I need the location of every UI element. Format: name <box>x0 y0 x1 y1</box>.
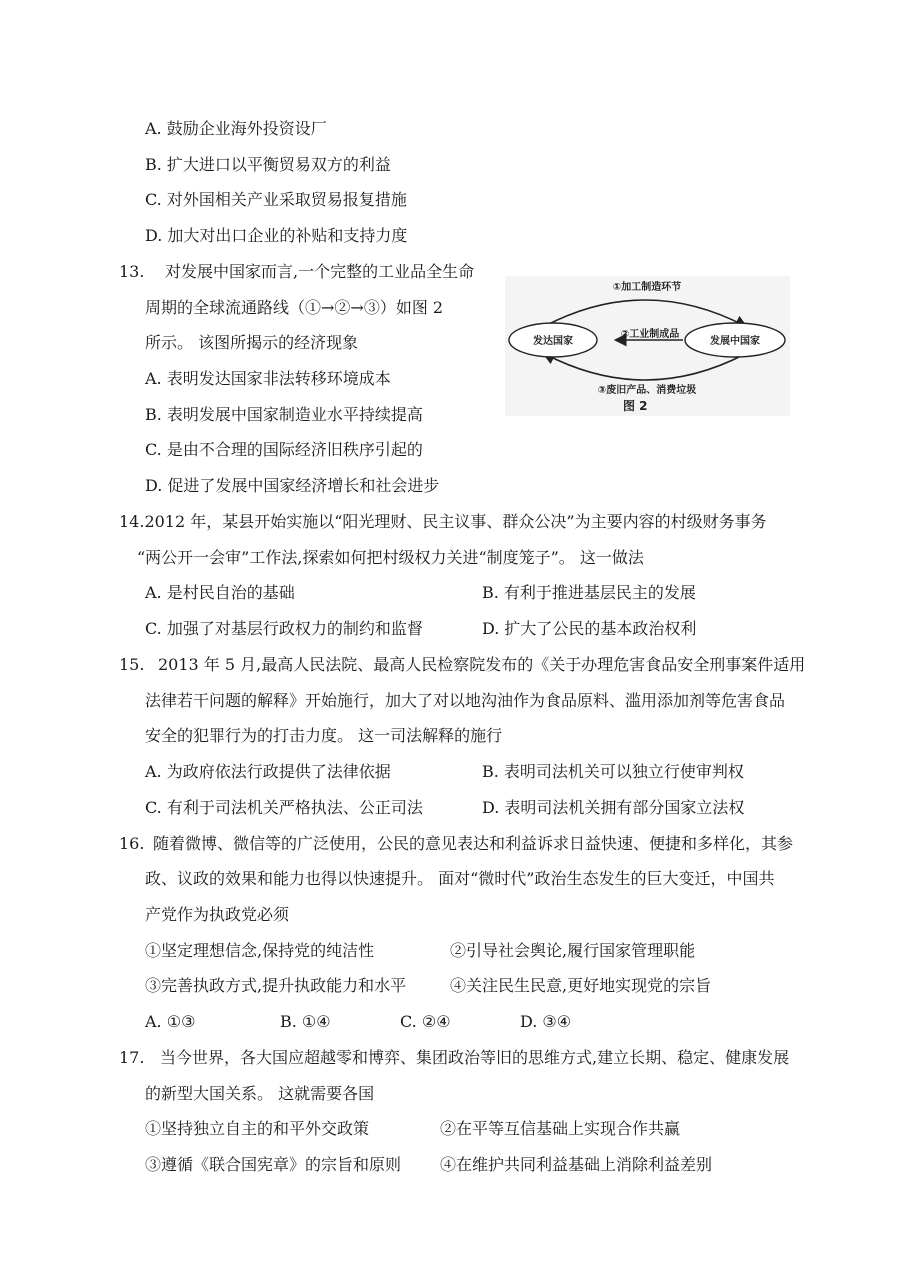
q16-stem-line3: 产党作为执政党必须 <box>145 905 290 924</box>
q15-stem-line2: 法律若干问题的解释》开始施行，加大了对以地沟油作为食品原料、滥用添加剂等危害食品 <box>145 691 786 710</box>
arrow-1-label: ①加工制造环节 <box>612 282 682 293</box>
q13-option-d: D. 促进了发展中国家经济增长和社会进步 <box>145 476 440 495</box>
q16-stem-line1: 随着微博、微信等的广泛使用，公民的意见表达和利益诉求日益快速、便捷和多样化，其参 <box>153 834 794 853</box>
q15-option-a: A. 为政府依法行政提供了法律依据 <box>145 762 391 781</box>
figure-caption: 图 2 <box>623 399 648 413</box>
prev-option-c: C. 对外国相关产业采取贸易报复措施 <box>145 190 407 209</box>
q16-number: 16. <box>119 834 145 853</box>
q17-item-1: ①坚持独立自主的和平外交政策 <box>145 1119 370 1138</box>
q16-option-b: B. ①④ <box>280 1012 331 1031</box>
q14-stem-line1: 14.2012 年，某县开始实施以“阳光理财、民主议事、群众公决”为主要内容的村级财务事务 <box>119 512 767 531</box>
q15-stem-line3: 安全的犯罪行为的打击力度。 这一司法解释的施行 <box>145 726 503 745</box>
q14-option-c: C. 加强了对基层行政权力的制约和监督 <box>145 619 423 638</box>
figure-2 <box>505 276 790 416</box>
prev-option-d: D. 加大对出口企业的补贴和支持力度 <box>145 226 408 245</box>
q13-option-b: B. 表明发展中国家制造业水平持续提高 <box>145 405 423 424</box>
q16-item-3: ③完善执政方式,提升执政能力和水平 <box>145 976 407 995</box>
q13-option-a: A. 表明发达国家非法转移环境成本 <box>145 369 391 388</box>
arrow-2-label: ②工业制成品 <box>620 329 680 340</box>
q13-stem-line1: 对发展中国家而言,一个完整的工业品全生命 <box>165 262 475 281</box>
prev-option-a: A. 鼓励企业海外投资设厂 <box>145 119 327 138</box>
q16-item-2: ②引导社会舆论,履行国家管理职能 <box>450 941 696 960</box>
q15-option-c: C. 有利于司法机关严格执法、公正司法 <box>145 798 423 817</box>
q16-option-c: C. ②④ <box>400 1012 451 1031</box>
q16-option-d: D. ③④ <box>520 1012 572 1031</box>
q14-option-a: A. 是村民自治的基础 <box>145 583 295 602</box>
q15-number: 15. <box>119 655 145 674</box>
q14-option-b: B. 有利于推进基层民主的发展 <box>482 583 696 602</box>
q13-number: 13. <box>119 262 145 281</box>
q13-option-c: C. 是由不合理的国际经济旧秩序引起的 <box>145 440 423 459</box>
q14-option-d: D. 扩大了公民的基本政治权利 <box>482 619 697 638</box>
q17-item-3: ③遵循《联合国宪章》的宗旨和原则 <box>145 1155 402 1174</box>
q17-stem-line1: 当今世界，各大国应超越零和博弈、集团政治等旧的思维方式,建立长期、稳定、健康发展 <box>160 1048 790 1067</box>
q13-stem-line2: 周期的全球流通路线（①→②→③）如图 2 <box>145 298 444 317</box>
q17-number: 17. <box>119 1048 145 1067</box>
q13-stem-line3: 所示。 该图所揭示的经济现象 <box>145 333 359 352</box>
q15-stem-line1: 2013 年 5 月,最高人民法院、最高人民检察院发布的《关于办理危害食品安全刑事案件适用 <box>158 655 806 674</box>
flow-diagram <box>505 276 790 416</box>
prev-option-b: B. 扩大进口以平衡贸易双方的利益 <box>145 155 391 174</box>
q16-item-4: ④关注民生民意,更好地实现党的宗旨 <box>450 976 712 995</box>
q17-stem-line2: 的新型大国关系。 这就需要各国 <box>145 1084 375 1103</box>
arrow-3-label: ③废旧产品、消费垃圾 <box>597 385 697 396</box>
node-developing-label: 发展中国家 <box>710 336 760 347</box>
q17-item-4: ④在维护共同利益基础上消除利益差别 <box>440 1155 713 1174</box>
q16-item-1: ①坚定理想信念,保持党的纯洁性 <box>145 941 375 960</box>
q15-option-b: B. 表明司法机关可以独立行使审判权 <box>482 762 744 781</box>
q14-stem-line2: “两公开一会审”工作法,探索如何把村级权力关进“制度笼子”。 这一做法 <box>137 548 644 567</box>
node-developed-label: 发达国家 <box>533 336 573 347</box>
q16-option-a: A. ①③ <box>145 1012 196 1031</box>
q17-item-2: ②在平等互信基础上实现合作共赢 <box>440 1119 681 1138</box>
q15-option-d: D. 表明司法机关拥有部分国家立法权 <box>482 798 745 817</box>
q16-stem-line2: 政、议政的效果和能力也得以快速提升。 面对“微时代”政治生态发生的巨大变迁，中国共 <box>145 869 775 888</box>
